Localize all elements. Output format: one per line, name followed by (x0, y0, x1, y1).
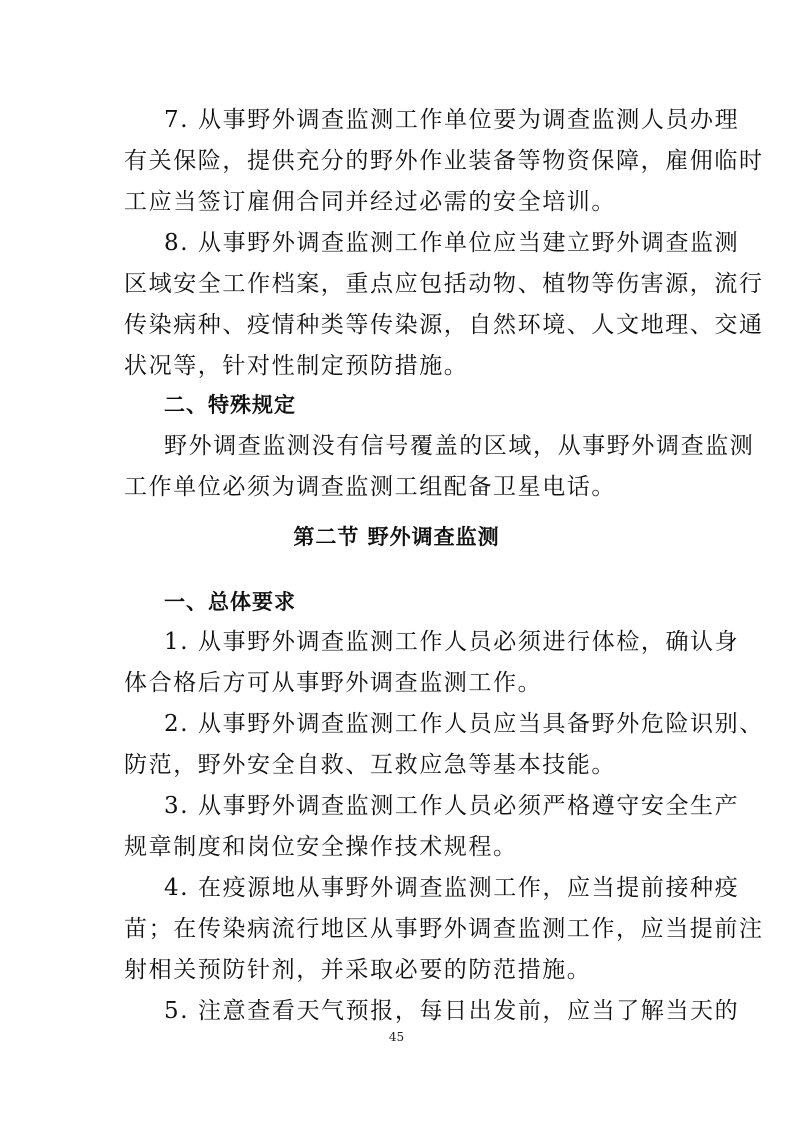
general-2-line-1: 2. 从事野外调查监测工作人员应当具备野外危险识别、 (164, 711, 764, 737)
general-2-line-2: 防范，野外安全自救、互救应急等基本技能。 (124, 752, 616, 778)
page-number: 45 (388, 1030, 405, 1044)
paragraph-8-line-2: 区域安全工作档案，重点应包括动物、植物等伤害源，流行 (124, 271, 764, 297)
general-4-line-3: 射相关预防针剂，并采取必要的防范措施。 (124, 957, 592, 983)
general-3-line-2: 规章制度和岗位安全操作技术规程。 (124, 834, 518, 860)
general-4-line-2: 苗；在传染病流行地区从事野外调查监测工作，应当提前注 (124, 916, 764, 942)
general-3-line-1: 3. 从事野外调查监测工作人员必须严格遵守安全生产 (164, 793, 740, 819)
paragraph-8-line-1: 8. 从事野外调查监测工作单位应当建立野外调查监测 (164, 230, 740, 256)
paragraph-7-line-1: 7. 从事野外调查监测工作单位要为调查监测人员办理 (164, 107, 740, 133)
section-title: 第二节 野外调查监测 (293, 525, 500, 549)
paragraph-8-line-4: 状况等，针对性制定预防措施。 (124, 353, 469, 379)
general-4-line-1: 4. 在疫源地从事野外调查监测工作，应当提前接种疫 (164, 875, 740, 901)
special-line-1: 野外调查监测没有信号覆盖的区域，从事野外调查监测 (164, 433, 755, 459)
paragraph-8-line-3: 传染病种、疫情种类等传染源，自然环境、人文地理、交通 (124, 312, 764, 338)
paragraph-7-line-3: 工应当签订雇佣合同并经过必需的安全培训。 (124, 189, 616, 215)
heading-special-provisions: 二、特殊规定 (164, 393, 296, 417)
general-5-line-1: 5. 注意查看天气预报，每日出发前，应当了解当天的 (164, 998, 740, 1024)
general-1-line-1: 1. 从事野外调查监测工作人员必须进行体检，确认身 (164, 629, 740, 655)
paragraph-7-line-2: 有关保险，提供充分的野外作业装备等物资保障，雇佣临时 (124, 148, 764, 174)
special-line-2: 工作单位必须为调查监测工组配备卫星电话。 (124, 474, 616, 500)
heading-general-requirements: 一、总体要求 (164, 590, 296, 614)
general-1-line-2: 体合格后方可从事野外调查监测工作。 (124, 670, 543, 696)
